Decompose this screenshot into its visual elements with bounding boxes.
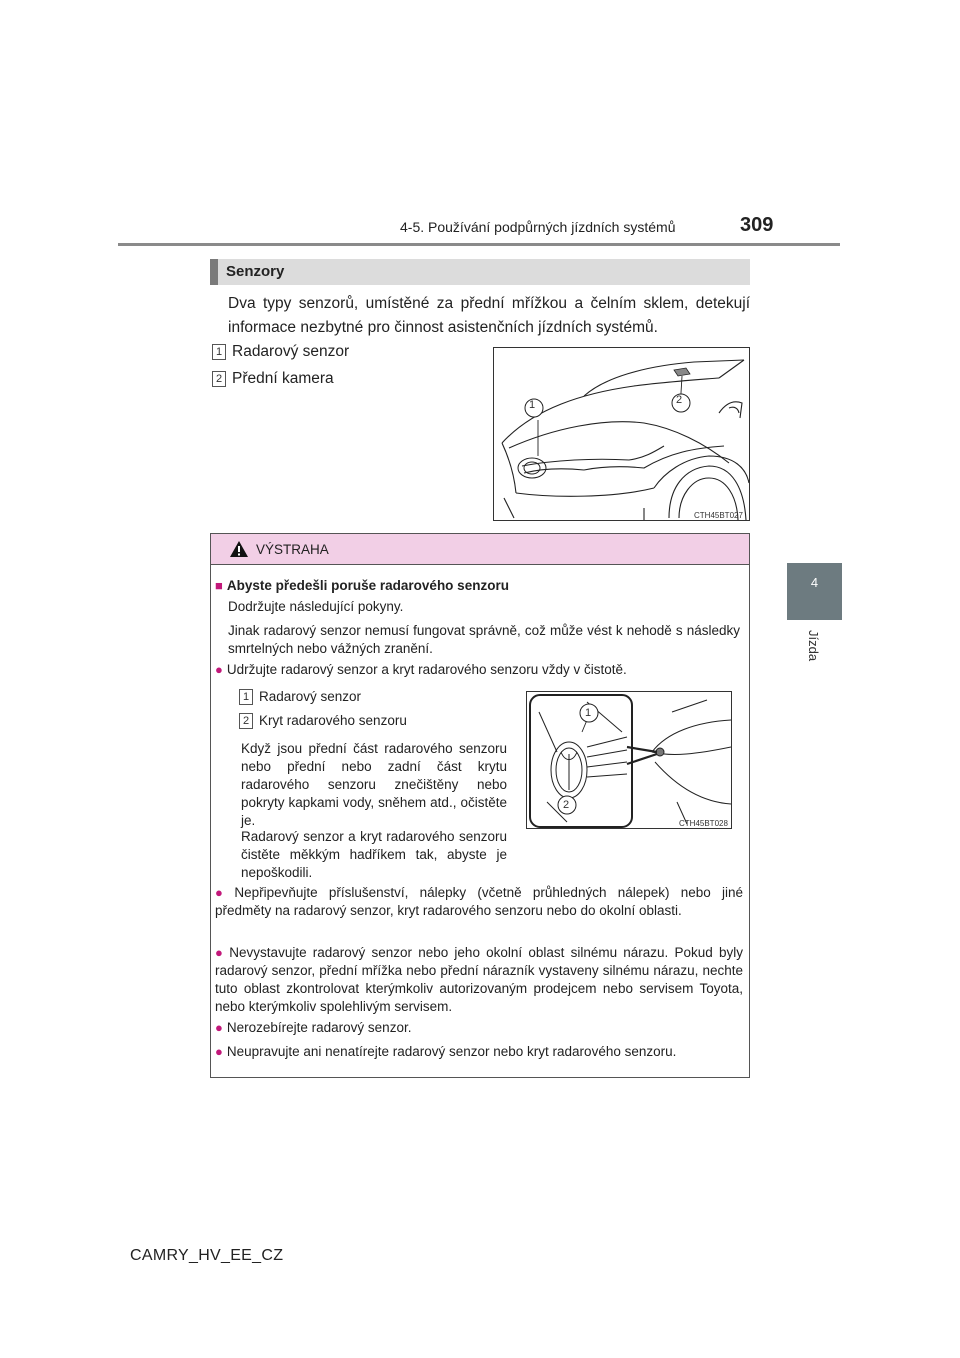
warning-paragraph: Dodržujte následující pokyny. bbox=[228, 599, 404, 614]
radar-sensor-drawing bbox=[527, 692, 732, 829]
callout-number: 1 bbox=[212, 344, 226, 360]
warning-bullet: ● Nevystavujte radarový senzor nebo jeho okolní oblast silnému nárazu. Pokud byly radarový senzor, přední mřížka nebo přední nárazník vystaveny silnému nárazu, nechte tuto oblast zkontrolovat kterýmkoliv autorizovaným prodejcem nebo servisem Toyota, nebo kterýmkoliv spolehlivým servisem. bbox=[215, 945, 743, 1014]
legend-item bbox=[212, 370, 334, 388]
callout-number: 2 bbox=[212, 371, 226, 387]
car-front-drawing bbox=[494, 348, 750, 521]
bullet-dot-icon: ● bbox=[215, 1020, 223, 1035]
figure-callout: 2 bbox=[676, 394, 683, 406]
chapter-label: Jízda bbox=[806, 630, 821, 662]
warning-bullet: ● Neupravujte ani nenatírejte radarový senzor nebo kryt radarového senzoru. bbox=[215, 1044, 677, 1059]
intro-paragraph: Dva typy senzorů, umístěné za přední mřížkou a čelním sklem, detekují informace nezbytné pro činnost asistenčních jízdních systémů. bbox=[228, 295, 750, 336]
square-bullet-icon: ■ bbox=[215, 578, 223, 593]
bullet-dot-icon: ● bbox=[215, 662, 223, 677]
figure-callout: 1 bbox=[585, 707, 592, 719]
bullet-dot-icon: ● bbox=[215, 1044, 223, 1059]
legend-item: 1 Radarový senzor bbox=[239, 688, 361, 706]
warning-bullet: ● Udržujte radarový senzor a kryt radarového senzoru vždy v čistotě. bbox=[215, 662, 627, 677]
warning-bullet: ● Nepřipevňujte příslušenství, nálepky (včetně průhledných nálepek) nebo jiné předměty na radarový senzor, kryt radarového senzoru nebo do okolní oblasti. bbox=[215, 885, 743, 918]
legend-text: Přední kamera bbox=[232, 370, 334, 387]
legend-item: 2 Kryt radarového senzoru bbox=[239, 712, 407, 730]
callout-number: 1 bbox=[239, 689, 253, 705]
warning-paragraph: Když jsou přední část radarového senzoru nebo přední nebo zadní část krytu radarového senzoru znečištěny nebo pokryty kapkami vody, sněhem atd., očistěte je. bbox=[241, 741, 507, 828]
legend-item bbox=[212, 343, 349, 361]
header-section-title: 4-5. Používání podpůrných jízdních systémů bbox=[400, 219, 676, 235]
callout-number: 2 bbox=[239, 713, 253, 729]
warning-paragraph: Radarový senzor a kryt radarového senzoru čistěte měkkým hadříkem tak, abyste je nepoškodili. bbox=[241, 829, 507, 880]
figure-code: CTH45BT027 bbox=[694, 511, 743, 520]
figure-code: CTH45BT028 bbox=[679, 819, 728, 828]
radar-sensor-illustration bbox=[526, 691, 732, 829]
warning-subheading: ■ Abyste předešli poruše radarového senzoru bbox=[215, 578, 509, 593]
warning-bullet: ● Nerozebírejte radarový senzor. bbox=[215, 1020, 412, 1035]
chapter-tab: 4 bbox=[787, 563, 842, 620]
page-number: 309 bbox=[740, 214, 774, 236]
warning-title: VÝSTRAHA bbox=[256, 542, 329, 557]
document-code: CAMRY_HV_EE_CZ bbox=[130, 1247, 284, 1264]
header-divider bbox=[118, 243, 840, 246]
warning-paragraph: Jinak radarový senzor nemusí fungovat správně, což může vést k nehodě s následky smrtelných nebo vážných zranění. bbox=[228, 623, 740, 656]
legend-text: Radarový senzor bbox=[232, 343, 350, 360]
warning-triangle-icon bbox=[229, 540, 249, 558]
section-heading: Senzory bbox=[210, 259, 750, 285]
bullet-dot-icon: ● bbox=[215, 945, 226, 960]
car-front-illustration bbox=[493, 347, 750, 521]
bullet-dot-icon: ● bbox=[215, 885, 231, 900]
warning-header bbox=[211, 534, 749, 565]
figure-callout: 1 bbox=[529, 399, 536, 411]
figure-callout: 2 bbox=[563, 799, 570, 811]
